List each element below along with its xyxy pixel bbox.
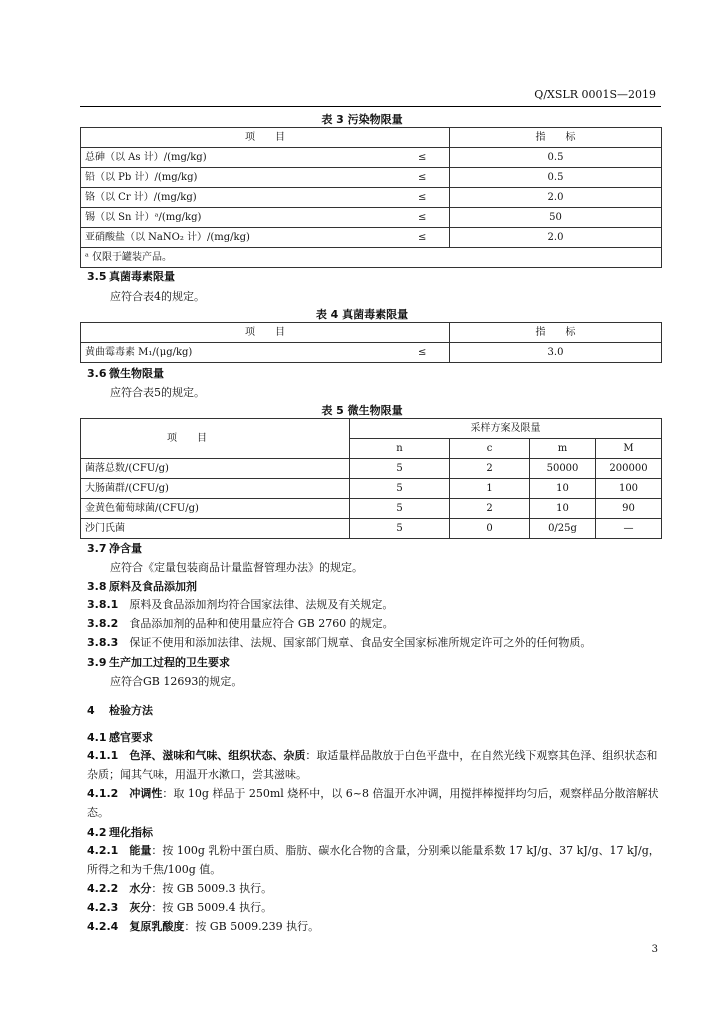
clause-text: 食品添加剂的品种和使用量应符合 GB 2760 的规定。 [129, 617, 394, 630]
cell-m: 50000 [530, 459, 596, 479]
table-row [81, 343, 662, 363]
paragraph: 应符合GB 12693的规定。 [110, 675, 243, 688]
clause-number: 4.2.4 [87, 920, 119, 933]
row-value: 0.5 [450, 148, 662, 168]
section-heading [87, 540, 142, 556]
section-number: 3.6 [87, 367, 107, 380]
table-row [81, 208, 662, 228]
table-note-row [81, 248, 662, 268]
row-name: 亚硝酸盐（以 NaNO₂ 计）/(mg/kg) [81, 228, 350, 248]
chapter-number: 4 [87, 704, 95, 717]
row-value: 2.0 [450, 228, 662, 248]
clause-text: ：按 GB 5009.4 执行。 [151, 901, 273, 914]
clause [87, 746, 663, 784]
paragraph: 应符合表4的规定。 [110, 290, 205, 303]
section-heading [87, 365, 164, 381]
header-cell-c: c [450, 439, 530, 459]
row-name: 沙门氏菌 [81, 519, 350, 539]
clause-number: 4.2.1 [87, 844, 119, 857]
clause-label: 色泽、滋味和气味、组织状态、杂质 [129, 749, 306, 762]
header-cell-n: n [350, 439, 450, 459]
table-footnote: ᵃ 仅限于罐装产品。 [81, 248, 662, 268]
clause [87, 633, 663, 652]
clause-label: 复原乳酸度 [129, 920, 185, 933]
cell-c: 1 [450, 479, 530, 499]
cell-M: 100 [596, 479, 662, 499]
cell-c: 2 [450, 499, 530, 519]
clause-number: 4.1.1 [87, 749, 119, 762]
table-row [81, 168, 662, 188]
table-row [81, 479, 662, 499]
clause-text: ：按 GB 5009.239 执行。 [184, 920, 320, 933]
section-number: 3.9 [87, 656, 107, 669]
header-cell-value: 指 标 [450, 323, 662, 343]
row-op: ≤ [350, 343, 450, 363]
table4 [80, 322, 662, 363]
header-cell-item: 项 目 [81, 323, 450, 343]
row-value: 2.0 [450, 188, 662, 208]
section-heading [87, 729, 153, 745]
section-number: 3.7 [87, 542, 107, 555]
section-title: 理化指标 [109, 826, 153, 839]
paragraph: 应符合《定量包装商品计量监督管理办法》的规定。 [110, 561, 363, 574]
table-header-row [81, 323, 662, 343]
clause [87, 784, 663, 822]
clause [87, 614, 663, 633]
cell-m: 10 [530, 479, 596, 499]
cell-c: 2 [450, 459, 530, 479]
cell-c: 0 [450, 519, 530, 539]
row-op: ≤ [350, 188, 450, 208]
clause-text: ：按 GB 5009.3 执行。 [151, 882, 273, 895]
header-cell-M: M [596, 439, 662, 459]
row-name: 锡（以 Sn 计）ᵃ/(mg/kg) [81, 208, 350, 228]
row-name: 金黄色葡萄球菌/(CFU/g) [81, 499, 350, 519]
clause-text: ：取适量样品散放于白色平盘中，在自然光线下观察其色泽、组织状态和杂质；闻其气味，用温开水漱口，尝其滋味。 [87, 749, 658, 781]
row-value: 50 [450, 208, 662, 228]
clause-number: 4.2.3 [87, 901, 119, 914]
cell-M: — [596, 519, 662, 539]
cell-n: 5 [350, 479, 450, 499]
table3-title: 表 3 污染物限量 [321, 113, 403, 126]
section-number: 4.1 [87, 731, 107, 744]
clause [87, 917, 663, 936]
table-header-row [81, 419, 662, 439]
cell-M: 90 [596, 499, 662, 519]
clause-number: 3.8.3 [87, 636, 119, 649]
clause-number: 4.1.2 [87, 787, 119, 800]
table-row [81, 228, 662, 248]
section-number: 3.8 [87, 580, 107, 593]
table5 [80, 418, 662, 539]
row-name: 黄曲霉毒素 M₁/(μg/kg) [81, 343, 350, 363]
header-cell-m: m [530, 439, 596, 459]
clause-number: 4.2.2 [87, 882, 119, 895]
table-row [81, 519, 662, 539]
cell-m: 0/25g [530, 519, 596, 539]
clause-text: 保证不使用和添加法律、法规、国家部门规章、食品安全国家标准所规定许可之外的任何物质。 [129, 636, 592, 649]
cell-n: 5 [350, 459, 450, 479]
doc-id-header: Q/XSLR 0001S—2019 [534, 88, 656, 101]
clause [87, 898, 663, 917]
row-op: ≤ [350, 228, 450, 248]
clause [87, 595, 663, 614]
page-number: 3 [651, 944, 658, 955]
chapter-title: 检验方法 [109, 704, 153, 717]
table-row [81, 148, 662, 168]
clause-number: 3.8.2 [87, 617, 119, 630]
section-title: 净含量 [109, 542, 142, 555]
table-header-row [81, 128, 662, 148]
clause-label: 冲调性 [129, 787, 163, 800]
row-name: 铅（以 Pb 计）/(mg/kg) [81, 168, 350, 188]
header-cell-item: 项 目 [81, 419, 350, 459]
cell-m: 10 [530, 499, 596, 519]
cell-M: 200000 [596, 459, 662, 479]
section-heading [87, 578, 197, 594]
row-name: 铬（以 Cr 计）/(mg/kg) [81, 188, 350, 208]
clause-text: 原料及食品添加剂均符合国家法律、法规及有关规定。 [129, 598, 394, 611]
row-name: 大肠菌群/(CFU/g) [81, 479, 350, 499]
section-title: 微生物限量 [109, 367, 164, 380]
table4-title: 表 4 真菌毒素限量 [315, 308, 409, 321]
row-op: ≤ [350, 148, 450, 168]
clause-number: 3.8.1 [87, 598, 119, 611]
row-name: 总砷（以 As 计）/(mg/kg) [81, 148, 350, 168]
clause-text: ：按 100g 乳粉中蛋白质、脂肪、碳水化合物的含量，分别乘以能量系数 17 kJ/g、37 kJ/g、17 kJ/g，所得之和为千焦/100g 值。 [87, 844, 660, 876]
section-number: 3.5 [87, 270, 107, 283]
section-title: 原料及食品添加剂 [109, 580, 197, 593]
header-cell-item: 项 目 [81, 128, 450, 148]
header-rule [80, 106, 661, 107]
header-cell-plan: 采样方案及限量 [350, 419, 662, 439]
clause-label: 能量 [129, 844, 152, 857]
table-row [81, 188, 662, 208]
cell-n: 5 [350, 499, 450, 519]
clause [87, 841, 663, 879]
section-number: 4.2 [87, 826, 107, 839]
section-heading [87, 824, 153, 840]
row-value: 0.5 [450, 168, 662, 188]
row-value: 3.0 [450, 343, 662, 363]
row-op: ≤ [350, 208, 450, 228]
clause-text: ：取 10g 样品于 250ml 烧杯中，以 6~8 倍温开水冲调，用搅拌棒搅拌均匀后，观察样品分散溶解状态。 [87, 787, 659, 819]
clause-label: 水分 [129, 882, 152, 895]
table-row [81, 459, 662, 479]
section-title: 真菌毒素限量 [109, 270, 175, 283]
cell-n: 5 [350, 519, 450, 539]
table-row [81, 499, 662, 519]
row-name: 菌落总数/(CFU/g) [81, 459, 350, 479]
clause [87, 879, 663, 898]
section-heading [87, 654, 230, 670]
row-op: ≤ [350, 168, 450, 188]
section-title: 感官要求 [109, 731, 153, 744]
table5-title: 表 5 微生物限量 [321, 404, 403, 417]
header-cell-value: 指 标 [450, 128, 662, 148]
section-title: 生产加工过程的卫生要求 [109, 656, 230, 669]
table3 [80, 127, 662, 268]
section-heading [87, 268, 175, 284]
paragraph: 应符合表5的规定。 [110, 386, 205, 399]
chapter-heading [87, 702, 153, 718]
clause-label: 灰分 [129, 901, 152, 914]
